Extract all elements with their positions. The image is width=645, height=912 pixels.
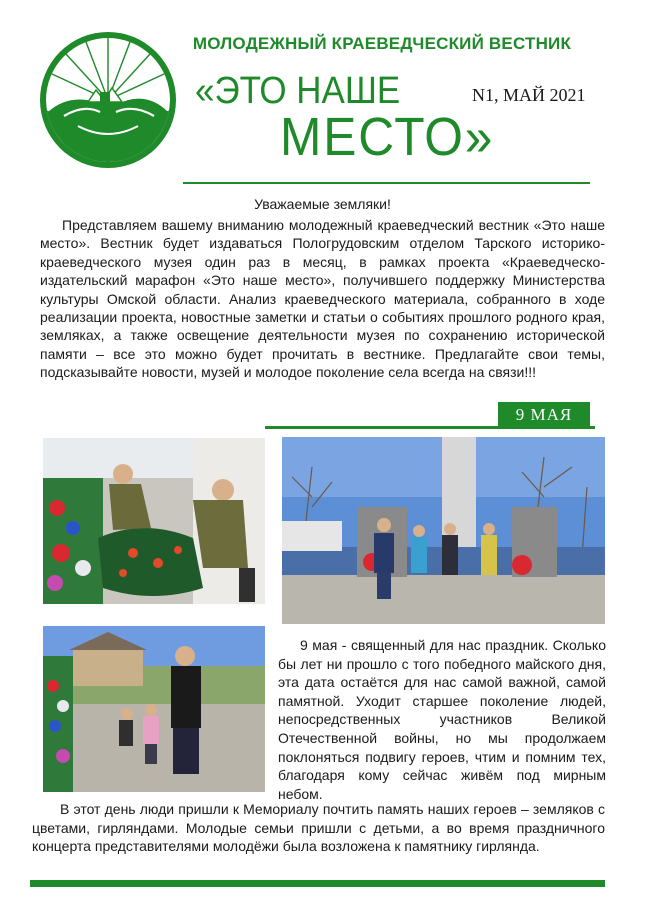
article-paragraph-2: В этот день люди пришли к Мемориалу почтить память наших героев – земляков с цветами, гирляндами. Молодые семьи пришли с детьми, а во время праздничного концерта представителями молодёжи была возложена к памятнику гирлянда.: [32, 801, 605, 855]
photo-group-at-memorial: [282, 437, 605, 624]
section-banner: 9 МАЯ: [498, 402, 590, 428]
article-paragraph-1: 9 мая - священный для нас праздник. Сколько бы лет ни прошло с того победного майского дня, эта дата остаётся для нас самой важной, самой памятной. Уходит старшее поколение людей, непосредственных участников Великой Отечественной войны, но мы продолжаем поклоняться подвигу героев, чтим и помним тех, благодаря кому сейчас живём под мирным небом.: [278, 637, 606, 802]
intro-paragraph: Представляем вашему вниманию молодежный краеведческий вестник «Это наше место». Вестник будет издаваться Пологрудовским отделом Тарского историко-краеведческого музея один раз в месяц, в рамках проекта «Краеведческо-издательский марафон «Это наше место», получившего поддержку Министерства культуры Омской области. Анализ краеведческого материала, собранного в ходе реализации проекта, новостные заметки и статьи о событиях прошлого родного края, земляках, а также освещение деятельности музея по сохранению исторической памяти – все это можно будет прочитать в вестнике. Предлагайте свои темы, подсказывайте новости, музей и молодое поколение села всегда на связи!!!: [40, 217, 605, 381]
footer-divider: [30, 880, 605, 887]
newsletter-title-line-2: МЕСТО»: [280, 107, 495, 167]
photo-family-with-child: [43, 626, 265, 792]
hands-holding-village-logo: [38, 30, 178, 170]
greeting: Уважаемые земляки!: [254, 196, 391, 212]
newsletter-title-line-1: «ЭТО НАШЕ: [195, 70, 401, 112]
masthead-divider: [183, 182, 590, 184]
newsletter-supertitle: МОЛОДЕЖНЫЙ КРАЕВЕДЧЕСКИЙ ВЕСТНИК: [192, 34, 572, 53]
issue-number: N1, МАЙ 2021: [472, 85, 586, 105]
photo-wreath-laying: [43, 438, 265, 604]
